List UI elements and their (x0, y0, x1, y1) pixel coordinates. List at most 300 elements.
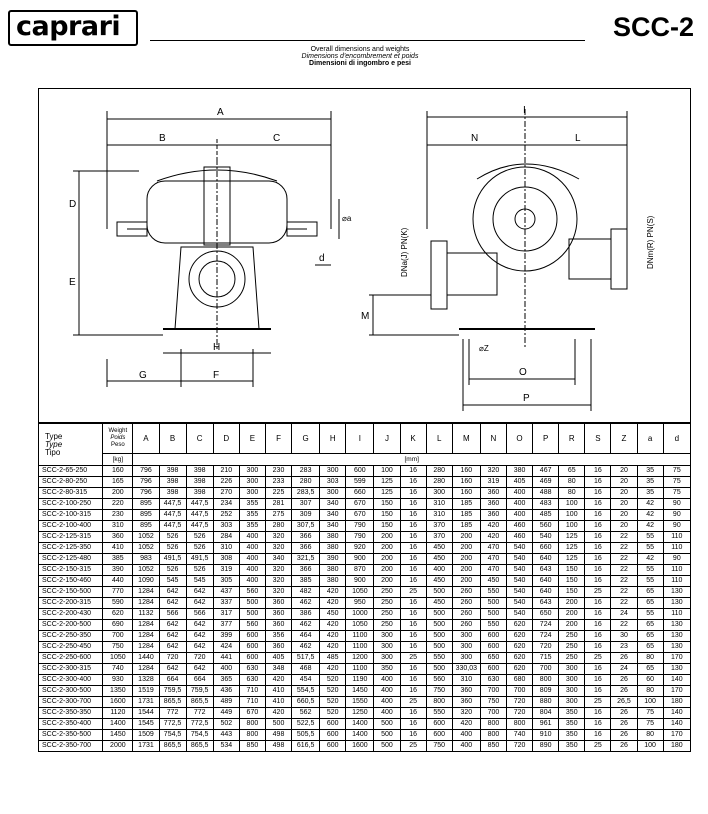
dimension-cell: 642 (186, 631, 213, 642)
dimension-cell: 1052 (133, 532, 159, 543)
dimension-cell: 450 (426, 576, 452, 587)
table-row (39, 631, 691, 642)
dimension-cell: 420 (265, 675, 291, 686)
dimension-cell: 800 (480, 730, 506, 741)
dimension-cell: 16 (400, 466, 426, 477)
dimension-cell: 540 (506, 565, 532, 576)
dimension-cell: 630 (480, 675, 506, 686)
pump-type-cell: SCC-2-80-250 (39, 477, 103, 488)
dimension-cell: 660,5 (292, 697, 320, 708)
dimension-cell: 130 (663, 631, 690, 642)
dimension-cell: 370 (426, 521, 452, 532)
dimension-cell: 320 (265, 587, 291, 598)
dimension-cell: 450 (426, 598, 452, 609)
dimension-cell: 500 (374, 741, 400, 752)
dimension-cell: 400 (239, 576, 265, 587)
label-M: M (361, 311, 370, 322)
dimension-cell: 350 (559, 719, 585, 730)
dimension-cell: 526 (159, 565, 186, 576)
dimension-cell: 300 (374, 653, 400, 664)
dimension-cell: 910 (533, 730, 559, 741)
dimension-cell: 500 (480, 609, 506, 620)
dimension-cell: 600 (320, 741, 346, 752)
dimension-cell: 280 (292, 477, 320, 488)
dimension-cell: 280 (426, 466, 452, 477)
dimension-cell: 660 (533, 543, 559, 554)
pump-type-cell: SCC-2-200-430 (39, 609, 103, 620)
dimension-cell: 482 (292, 587, 320, 598)
dimension-cell: 16 (585, 499, 611, 510)
dimension-cell: 462 (292, 598, 320, 609)
dimension-cell: 16 (585, 488, 611, 499)
dimension-cell: 630 (239, 675, 265, 686)
table-row (39, 686, 691, 697)
dimension-cell: 1440 (133, 653, 159, 664)
dimension-cell: 554,5 (292, 686, 320, 697)
dimension-cell: 233 (265, 477, 291, 488)
dimension-cell: 437 (213, 587, 239, 598)
dimension-cell: 566 (159, 609, 186, 620)
dimension-cell: 1284 (133, 598, 159, 609)
dimension-cell: 520 (320, 708, 346, 719)
dimension-cell: 20 (611, 466, 637, 477)
table-row (39, 642, 691, 653)
dimension-cell: 65 (637, 664, 663, 675)
dimension-cell: 20 (611, 488, 637, 499)
label-H: H (213, 342, 221, 353)
dimension-cell: 640 (533, 576, 559, 587)
dimension-cell: 319 (213, 565, 239, 576)
label-L: L (575, 133, 581, 144)
pump-type-cell: SCC-2-125-350 (39, 543, 103, 554)
table-row (39, 675, 691, 686)
dimension-cell: 16 (400, 499, 426, 510)
dimension-cell: 469 (533, 477, 559, 488)
dimension-cell: 110 (663, 565, 690, 576)
dimension-cell: 160 (452, 477, 480, 488)
dimension-cell: 284 (213, 532, 239, 543)
pump-type-cell: SCC-2-150-315 (39, 565, 103, 576)
dimension-cell: 560 (533, 521, 559, 532)
dimension-cell: 300 (320, 488, 346, 499)
dimension-cell: 500 (374, 719, 400, 730)
dimension-cell: 642 (159, 664, 186, 675)
dimension-cell: 809 (533, 686, 559, 697)
dimension-cell: 305 (213, 576, 239, 587)
dimension-cell: 16 (400, 664, 426, 675)
dimension-cell: 360 (480, 510, 506, 521)
dimension-cell: 447,5 (159, 521, 186, 532)
dimension-cell: 526 (159, 543, 186, 554)
dimension-cell: 720 (533, 642, 559, 653)
dimension-cell: 642 (159, 587, 186, 598)
dimension-cell: 110 (663, 543, 690, 554)
dimension-cell: 420 (320, 598, 346, 609)
dimension-cell: 310 (426, 499, 452, 510)
dimension-cell: 650 (480, 653, 506, 664)
dimension-cell: 870 (346, 565, 374, 576)
dimension-cell: 630 (239, 664, 265, 675)
dimension-cell: 300 (374, 631, 400, 642)
dimension-cell: 150 (374, 510, 400, 521)
dimension-cell: 30 (611, 631, 637, 642)
dimension-cell: 16 (585, 708, 611, 719)
dimension-cell: 16 (400, 609, 426, 620)
dimension-cell: 16 (400, 488, 426, 499)
pump-type-cell: SCC-2-300-400 (39, 675, 103, 686)
dimension-cell: 485 (320, 653, 346, 664)
dimension-cell: 26 (611, 708, 637, 719)
dimension-cell: 90 (663, 554, 690, 565)
dimension-cell: 16 (400, 708, 426, 719)
dimension-cell: 380 (320, 543, 346, 554)
dimension-cell: 468 (292, 664, 320, 675)
dimension-cell: 55 (637, 532, 663, 543)
dimension-cell: 562 (292, 708, 320, 719)
dimension-cell: 22 (611, 620, 637, 631)
pump-type-cell: SCC-2-150-500 (39, 587, 103, 598)
dimension-cell: 1450 (346, 686, 374, 697)
dimension-cell: 643 (533, 598, 559, 609)
dimension-cell: 356 (265, 631, 291, 642)
dimension-cell: 25 (585, 653, 611, 664)
dimension-cell: 600 (426, 730, 452, 741)
dimension-cell: 100 (637, 741, 663, 752)
dimension-cell: 500 (426, 642, 452, 653)
dimension-cell: 35 (637, 488, 663, 499)
dimension-cell: 80 (637, 653, 663, 664)
dimension-cell: 1050 (346, 620, 374, 631)
dimension-cell: 16 (585, 631, 611, 642)
dimension-cell: 80 (637, 730, 663, 741)
dimension-cell: 650 (533, 609, 559, 620)
col-header: K (400, 424, 426, 454)
table-row (39, 741, 691, 752)
dimension-cell: 498 (265, 730, 291, 741)
dimension-cell: 170 (663, 686, 690, 697)
pump-type-cell: SCC-2-250-350 (39, 631, 103, 642)
dimension-cell: 720 (159, 653, 186, 664)
dimension-cell: 100 (374, 466, 400, 477)
dimension-cell: 366 (292, 532, 320, 543)
col-header: M (452, 424, 480, 454)
dimension-cell: 865,5 (186, 697, 213, 708)
dimension-cell: 1328 (133, 675, 159, 686)
dimension-cell: 250 (374, 587, 400, 598)
pump-type-cell: SCC-2-350-700 (39, 741, 103, 752)
dimension-cell: 283 (292, 466, 320, 477)
label-I: I (523, 105, 526, 116)
dimension-cell: 130 (663, 642, 690, 653)
dimension-cell: 398 (159, 466, 186, 477)
dimension-cell: 16 (585, 477, 611, 488)
dimension-cell: 16 (400, 543, 426, 554)
dimension-cell: 600 (480, 642, 506, 653)
dimension-cell: 80 (637, 686, 663, 697)
dimension-cell: 700 (533, 664, 559, 675)
dimension-cell: 642 (159, 598, 186, 609)
dimension-cell: 300 (239, 466, 265, 477)
dimension-cell: 700 (506, 686, 532, 697)
dimension-cell: 710 (239, 697, 265, 708)
dimension-cell: 447,5 (186, 510, 213, 521)
dimension-cell: 620 (506, 653, 532, 664)
dimension-cell: 100 (637, 697, 663, 708)
dimension-cell: 670 (346, 499, 374, 510)
dimension-cell: 150 (559, 576, 585, 587)
weight-cell: 770 (103, 587, 133, 598)
table-body (39, 466, 691, 752)
dimension-cell: 450 (426, 543, 452, 554)
dimension-cell: 485 (533, 510, 559, 521)
dimension-cell: 1090 (133, 576, 159, 587)
table-row (39, 664, 691, 675)
dimension-cell: 460 (506, 521, 532, 532)
dimension-cell: 710 (239, 686, 265, 697)
weight-cell: 740 (103, 664, 133, 675)
dimension-cell: 350 (559, 708, 585, 719)
dimension-cell: 16 (400, 532, 426, 543)
dimension-cell: 16 (400, 521, 426, 532)
dimension-cell: 772,5 (186, 719, 213, 730)
dimension-cell: 16 (400, 510, 426, 521)
dimension-cell: 642 (186, 598, 213, 609)
dimension-cell: 642 (186, 664, 213, 675)
dimension-cell: 983 (133, 554, 159, 565)
dimension-cell: 200 (559, 598, 585, 609)
dimension-cell: 16 (400, 565, 426, 576)
dimension-cell: 450 (426, 554, 452, 565)
dimension-cell: 600 (346, 466, 374, 477)
col-header: C (186, 424, 213, 454)
dimension-cell: 65 (637, 631, 663, 642)
dimension-cell: 800 (533, 675, 559, 686)
dimension-cell: 400 (506, 488, 532, 499)
dimension-cell: 280 (426, 477, 452, 488)
dimension-cell: 754,5 (159, 730, 186, 741)
table-row (39, 521, 691, 532)
dimension-cell: 400 (426, 565, 452, 576)
dimension-cell: 90 (663, 499, 690, 510)
dimension-cell: 450 (320, 609, 346, 620)
dimension-cell: 16 (400, 730, 426, 741)
pump-type-cell: SCC-2-150-460 (39, 576, 103, 587)
dimension-cell: 125 (559, 543, 585, 554)
weight-unit: [kg] (103, 454, 133, 466)
weight-cell: 230 (103, 510, 133, 521)
dimension-cell: 65 (637, 598, 663, 609)
pump-type-cell: SCC-2-200-500 (39, 620, 103, 631)
dimension-cell: 283,5 (292, 488, 320, 499)
col-header: B (159, 424, 186, 454)
dimension-cell: 1190 (346, 675, 374, 686)
table-row (39, 576, 691, 587)
dimension-cell: 664 (186, 675, 213, 686)
col-header: L (426, 424, 452, 454)
dimension-cell: 200 (452, 532, 480, 543)
dimension-cell: 386 (292, 609, 320, 620)
dimension-cell: 200 (559, 609, 585, 620)
col-header: G (292, 424, 320, 454)
dimension-cell: 895 (133, 499, 159, 510)
dimension-cell: 1250 (346, 708, 374, 719)
dimension-cell: 180 (663, 697, 690, 708)
dimension-cell: 865,5 (159, 741, 186, 752)
dimension-cell: 1400 (346, 719, 374, 730)
dimension-cell: 483 (533, 499, 559, 510)
dimension-cell: 350 (374, 664, 400, 675)
col-header: Z (611, 424, 637, 454)
col-header: A (133, 424, 159, 454)
dimension-cell: 80 (559, 488, 585, 499)
dimension-cell: 366 (292, 565, 320, 576)
dimension-cell: 380 (506, 466, 532, 477)
dimension-cell: 100 (559, 499, 585, 510)
dimension-cell: 300 (559, 675, 585, 686)
dimension-cell: 540 (506, 609, 532, 620)
dimension-cell: 526 (186, 543, 213, 554)
label-D: D (69, 199, 77, 210)
dimension-cell: 550 (426, 708, 452, 719)
dimension-cell: 125 (374, 488, 400, 499)
table-row (39, 598, 691, 609)
dimension-cell: 600 (480, 664, 506, 675)
dimension-cell: 42 (637, 510, 663, 521)
table-row (39, 477, 691, 488)
col-header: R (559, 424, 585, 454)
dimension-cell: 491,5 (186, 554, 213, 565)
dimensions-table-container (38, 423, 691, 752)
dimension-cell: 319 (480, 477, 506, 488)
dimension-cell: 772 (159, 708, 186, 719)
dimension-cell: 75 (637, 719, 663, 730)
dimension-cell: 16 (585, 730, 611, 741)
dimension-cell: 320 (265, 565, 291, 576)
table-row (39, 653, 691, 664)
dimension-cell: 260 (452, 587, 480, 598)
dimension-cell: 526 (186, 532, 213, 543)
dimension-cell: 355 (239, 499, 265, 510)
dimension-cell: 600 (320, 719, 346, 730)
weight-cell: 2000 (103, 741, 133, 752)
dimension-cell: 355 (239, 521, 265, 532)
dimension-cell: 130 (663, 587, 690, 598)
dimension-cell: 16 (400, 620, 426, 631)
dimension-cell: 260 (452, 609, 480, 620)
dimension-cell: 804 (533, 708, 559, 719)
dimension-cell: 321,5 (292, 554, 320, 565)
dimension-cell: 150 (374, 521, 400, 532)
dimension-cell: 800 (239, 730, 265, 741)
dimension-cell: 65 (637, 620, 663, 631)
col-header: d (663, 424, 690, 454)
dimension-cell: 895 (133, 521, 159, 532)
dimension-cell: 398 (159, 488, 186, 499)
dimension-cell: 1052 (133, 565, 159, 576)
table-row (39, 488, 691, 499)
table-row (39, 565, 691, 576)
subtitle (210, 46, 510, 67)
dimension-cell: 16 (585, 532, 611, 543)
table-row (39, 730, 691, 741)
dimension-cell: 300 (559, 686, 585, 697)
dimension-cell: 1284 (133, 587, 159, 598)
dimension-cell: 1000 (346, 609, 374, 620)
dimension-cell: 464 (292, 631, 320, 642)
dimension-cell: 130 (663, 620, 690, 631)
label-a: ⌀a (342, 214, 352, 223)
col-header: O (506, 424, 532, 454)
pump-type-cell: SCC-2-350-500 (39, 730, 103, 741)
dimension-cell: 772,5 (159, 719, 186, 730)
dimension-cell: 140 (663, 719, 690, 730)
dimension-cell: 200 (374, 532, 400, 543)
pump-type-cell: SCC-2-100-400 (39, 521, 103, 532)
dimension-cell: 308 (213, 554, 239, 565)
pump-type-cell: SCC-2-80-315 (39, 488, 103, 499)
dimension-cell: 350 (559, 741, 585, 752)
dimension-cell: 170 (663, 730, 690, 741)
dimension-cell: 450 (480, 576, 506, 587)
dimension-cell: 759,5 (159, 686, 186, 697)
dimension-cell: 23 (611, 642, 637, 653)
dimension-cell: 540 (506, 587, 532, 598)
dimension-cell: 16 (400, 642, 426, 653)
table-row (39, 587, 691, 598)
dim-unit: [mm] (133, 454, 691, 466)
dimension-cell: 307 (292, 499, 320, 510)
dimension-cell: 1509 (133, 730, 159, 741)
dimension-cell: 566 (186, 609, 213, 620)
brand-logo (8, 10, 138, 46)
dimension-cell: 460 (506, 532, 532, 543)
dimension-cell: 462 (292, 620, 320, 631)
dimensions-table (38, 423, 691, 752)
dimension-cell: 150 (559, 565, 585, 576)
dimension-cell: 400 (239, 543, 265, 554)
dimension-cell: 500 (426, 620, 452, 631)
dimension-cell: 200 (452, 543, 480, 554)
dimension-cell: 1284 (133, 642, 159, 653)
weight-cell: 620 (103, 609, 133, 620)
dimension-cell: 310 (213, 543, 239, 554)
label-C: C (273, 133, 281, 144)
dimension-cell: 616,5 (292, 741, 320, 752)
weight-header: Weight Poids Peso (103, 424, 133, 454)
dimension-cell: 436 (213, 686, 239, 697)
dimension-cell: 320 (265, 543, 291, 554)
label-d: d (319, 253, 325, 264)
dimension-cell: 520 (320, 686, 346, 697)
dimension-cell: 300 (239, 488, 265, 499)
dimension-cell: 405 (265, 653, 291, 664)
dimension-cell: 1400 (346, 730, 374, 741)
dimension-cell: 550 (480, 620, 506, 631)
weight-cell: 930 (103, 675, 133, 686)
pump-type-cell: SCC-2-125-480 (39, 554, 103, 565)
dimension-cell: 491,5 (159, 554, 186, 565)
dimension-cell: 26 (611, 675, 637, 686)
dimension-cell: 620 (506, 631, 532, 642)
weight-cell: 310 (103, 521, 133, 532)
pump-type-cell: SCC-2-200-315 (39, 598, 103, 609)
dimension-cell: 380 (320, 532, 346, 543)
dimension-cell: 22 (611, 565, 637, 576)
weight-cell: 590 (103, 598, 133, 609)
dimension-cell: 500 (239, 598, 265, 609)
dimension-cell: 110 (663, 576, 690, 587)
table-row (39, 499, 691, 510)
